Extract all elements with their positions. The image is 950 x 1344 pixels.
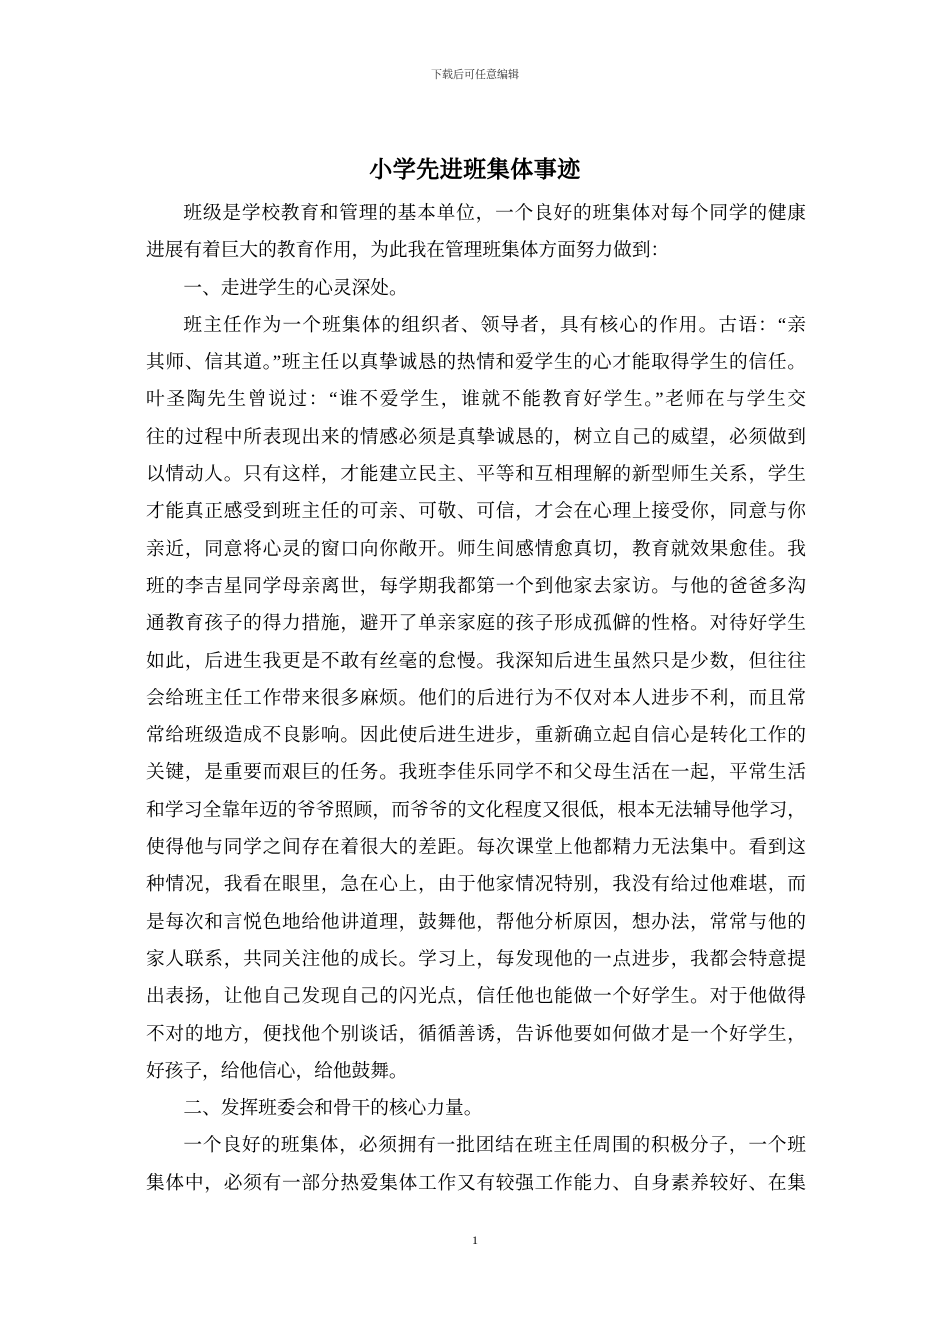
section-heading-1 (146, 270, 806, 307)
text-line: 往的过程中所表现出来的情感必须是真挚诚恳的，树立自己的威望，必须做到 (146, 426, 806, 448)
text-line: 使得他与同学之间存在着很大的差距。每次课堂上他都精力无法集中。看到这 (146, 837, 806, 859)
text-line: 不对的地方，便找他个别谈话，循循善诱，告诉他要如何做才是一个好学生， (146, 1023, 806, 1045)
text-line: 种情况，我看在眼里，急在心上，由于他家情况特别，我没有给过他难堪，而 (146, 874, 806, 896)
text-line: 叶圣陶先生曾说过：“谁不爱学生，谁就不能教育好学生。”老师在与学生交 (146, 389, 806, 411)
text-line: 亲近，同意将心灵的窗口向你敞开。师生间感情愈真切，教育就效果愈佳。我 (146, 538, 806, 560)
text-line: 和学习全靠年迈的爷爷照顾，而爷爷的文化程度又很低，根本无法辅导他学习， (146, 799, 806, 821)
text-line: 好孩子，给他信心，给他鼓舞。 (146, 1060, 408, 1082)
text-line: 会给班主任工作带来很多麻烦。他们的后进行为不仅对本人进步不利，而且常 (146, 687, 806, 709)
section-heading-2 (146, 1090, 806, 1127)
text-line: 班级是学校教育和管理的基本单位，一个良好的班集体对每个同学的健康 (183, 203, 806, 224)
text-line: 以情动人。只有这样，才能建立民主、平等和互相理解的新型师生关系，学生 (146, 464, 806, 486)
paragraph-section-1 (146, 307, 806, 1090)
text-line: 其师、信其道。”班主任以真挚诚恳的热情和爱学生的心才能取得学生的信任。 (146, 352, 806, 374)
text-line: 是每次和言悦色地给他讲道理，鼓舞他，帮他分析原因，想办法，常常与他的 (146, 911, 806, 933)
document-body (146, 195, 806, 1202)
document-title: 小学先进班集体事迹 (369, 157, 581, 182)
text-line: 班主任作为一个班集体的组织者、领导者，具有核心的作用。古语：“亲 (183, 314, 806, 336)
text-line: 通教育孩子的得力措施，避开了单亲家庭的孩子形成孤僻的性格。对待好学生 (146, 613, 806, 635)
text-line: 二、发挥班委会和骨干的核心力量。 (183, 1098, 483, 1120)
text-line: 关键，是重要而艰巨的任务。我班李佳乐同学不和父母生活在一起，平常生活 (146, 762, 806, 784)
text-line: 常给班级造成不良影响。因此使后进生进步，重新确立起自信心是转化工作的 (146, 725, 806, 747)
text-line: 一个良好的班集体，必须拥有一批团结在班主任周围的积极分子，一个班 (183, 1135, 806, 1157)
text-line: 出表扬，让他自己发现自己的闪光点，信任他也能做一个好学生。对于他做得 (146, 986, 806, 1008)
text-line: 一、走进学生的心灵深处。 (183, 277, 408, 299)
text-line: 家人联系，共同关注他的成长。学习上，每发现他的一点进步，我都会特意提 (146, 948, 806, 970)
paragraph-intro (146, 195, 806, 270)
text-line: 如此，后进生我更是不敢有丝毫的怠慢。我深知后进生虽然只是少数，但往往 (146, 650, 806, 672)
page-header: 下载后可任意编辑 (431, 69, 519, 81)
text-line: 才能真正感受到班主任的可亲、可敬、可信，才会在心理上接受你，同意与你 (146, 501, 806, 523)
text-line: 进展有着巨大的教育作用，为此我在管理班集体方面努力做到： (146, 240, 670, 262)
page-number: 1 (472, 1233, 478, 1247)
text-line: 班的李吉星同学母亲离世，每学期我都第一个到他家去家访。与他的爸爸多沟 (146, 575, 806, 597)
paragraph-section-2 (146, 1127, 806, 1202)
text-line: 集体中，必须有一部分热爱集体工作又有较强工作能力、自身素养较好、在集 (146, 1172, 806, 1194)
